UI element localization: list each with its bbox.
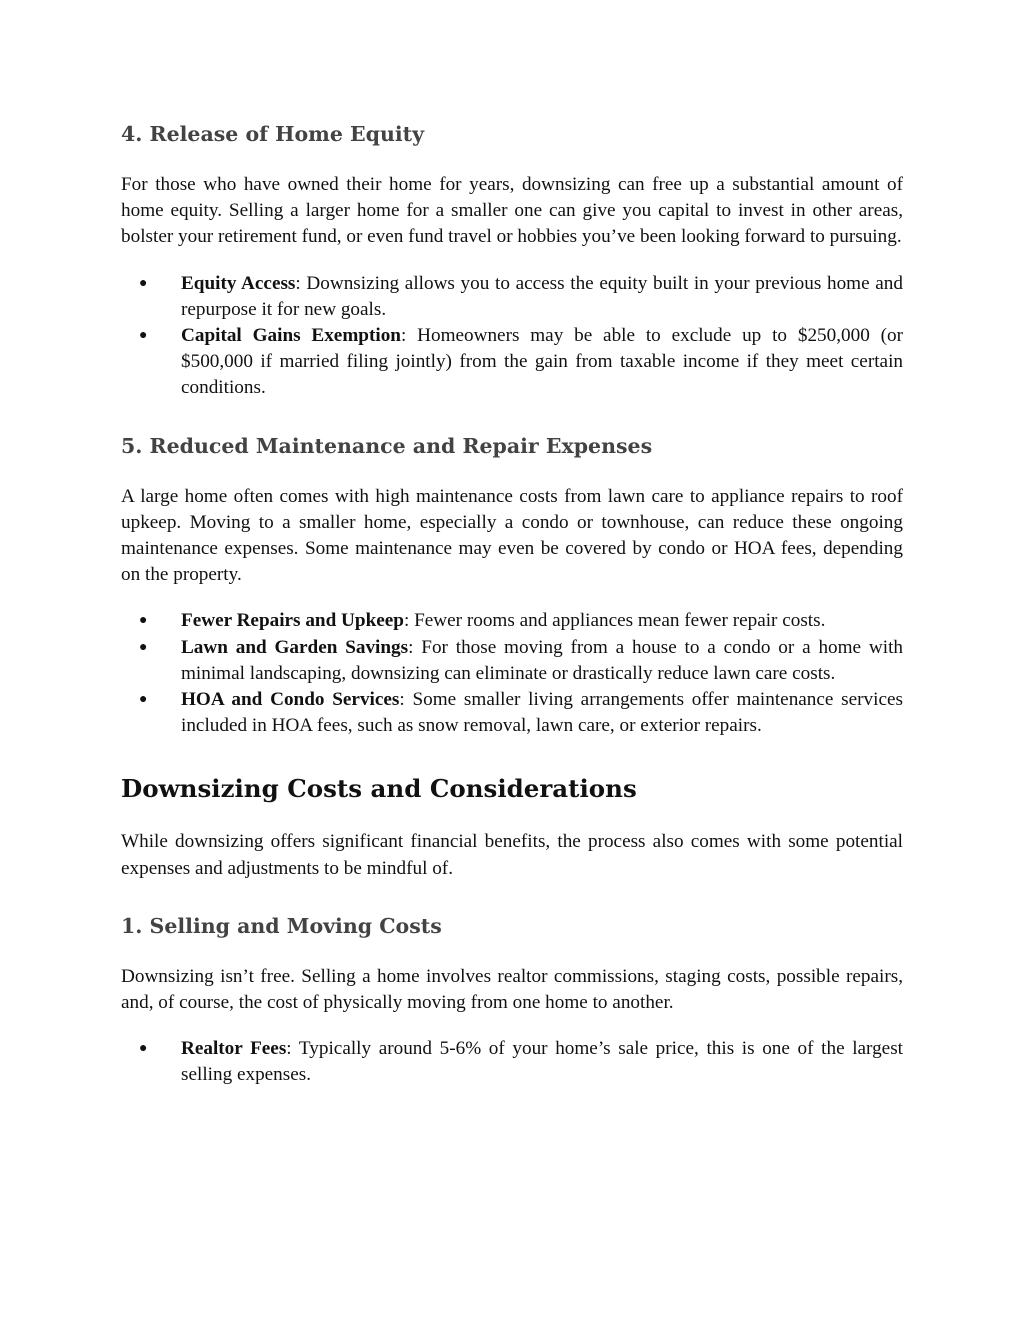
bullet-icon: ● — [139, 692, 148, 708]
list-item-fewer-repairs — [121, 608, 903, 634]
bullet-list-selling-and-moving — [121, 1036, 903, 1088]
list-item-term: Realtor Fees — [181, 1038, 287, 1060]
section-heading-downsizing-costs: Downsizing Costs and Considerations — [121, 774, 637, 804]
list-item-term: Lawn and Garden Savings — [181, 636, 409, 658]
list-item-text: : For those moving from a house to a condo or a home with minimal landscaping, downsizing can eliminate or drastically reduce lawn care costs. — [181, 636, 903, 684]
list-item-realtor-fees — [121, 1036, 903, 1088]
bullet-icon: ● — [139, 639, 148, 655]
list-item-text: : Downsizing allows you to access the equity built in your previous home and repurpose it for new goals. — [181, 272, 903, 320]
bullet-list-reduced-maintenance — [121, 608, 903, 739]
list-item-text: : Typically around 5-6% of your home’s sale price, this is one of the largest selling expenses. — [181, 1038, 904, 1086]
list-item-hoa-and-condo — [121, 687, 903, 739]
paragraph-downsizing-costs: While downsizing offers significant financial benefits, the process also comes with some potential expenses and adjustments to be mindful of. — [121, 831, 903, 879]
list-item-text: : Homeowners may be able to exclude up to $250,000 (or $500,000 if married filing jointly) from the gain from taxable income if they meet certain conditions. — [181, 325, 904, 399]
bullet-icon: ● — [139, 613, 148, 629]
list-item-equity-access — [121, 271, 903, 323]
document-page — [121, 110, 903, 1089]
section-heading-selling-and-moving: 1. Selling and Moving Costs — [121, 913, 442, 938]
bullet-icon: ● — [139, 275, 148, 291]
list-item-lawn-and-garden — [121, 635, 903, 687]
list-item-term: Capital Gains Exemption — [181, 325, 401, 347]
list-item-term: Equity Access — [181, 272, 296, 294]
bullet-icon: ● — [139, 1041, 148, 1057]
list-item-term: HOA and Condo Services — [181, 689, 400, 711]
list-item-text: : Fewer rooms and appliances mean fewer repair costs. — [403, 610, 826, 632]
paragraph-release-of-home-equity: For those who have owned their home for years, downsizing can free up a substantial amount of home equity. Selling a larger home for a smaller one can give you capital to invest in other areas, bolster your retirement fund, or even fund travel or hobbies you’ve been looking forward to pursuing. — [121, 174, 903, 248]
paragraph-reduced-maintenance: A large home often comes with high maintenance costs from lawn care to appliance repairs to roof upkeep. Moving to a smaller home, especially a condo or townhouse, can reduce these ongoing maintenance expenses. Some maintenance may even be covered by condo or HOA fees, depending on the property. — [121, 485, 903, 586]
list-item-term: Fewer Repairs and Upkeep — [181, 610, 404, 632]
bullet-list-release-of-home-equity — [121, 271, 903, 402]
list-item-text: : Some smaller living arrangements offer maintenance services included in HOA fees, such as snow removal, lawn care, or exterior repairs. — [181, 689, 903, 737]
list-item-capital-gains-exemption — [121, 323, 903, 402]
bullet-icon: ● — [139, 328, 148, 344]
section-heading-release-of-home-equity: 4. Release of Home Equity — [121, 122, 425, 146]
paragraph-selling-and-moving: Downsizing isn’t free. Selling a home involves realtor commissions, staging costs, possible repairs, and, of course, the cost of physically moving from one home to another. — [121, 965, 903, 1014]
section-heading-reduced-maintenance: 5. Reduced Maintenance and Repair Expenses — [121, 433, 653, 458]
